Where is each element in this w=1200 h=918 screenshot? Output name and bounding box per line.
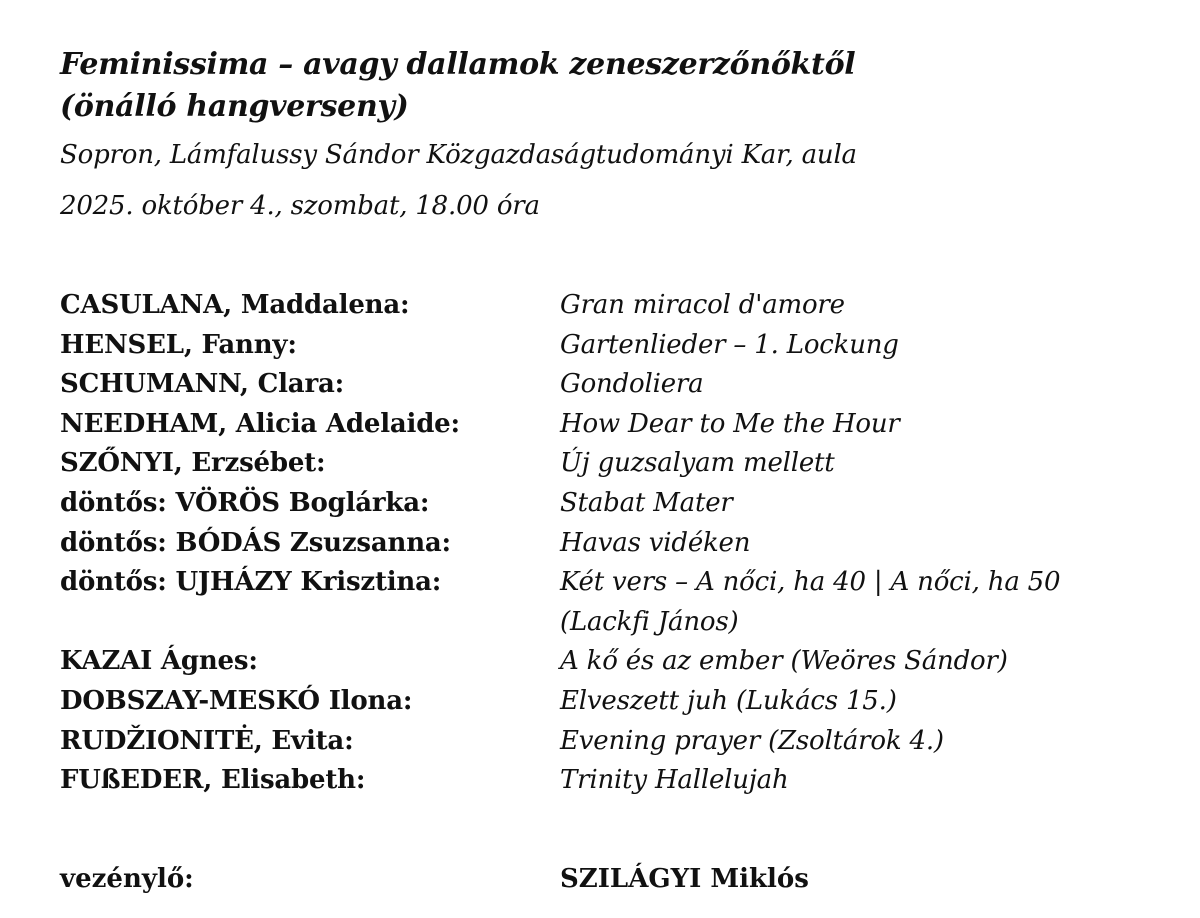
program-item [60, 682, 1160, 722]
work-title [560, 642, 1008, 682]
program-item [60, 722, 1160, 762]
concert-datetime: 2025. október 4., szombat, 18.00 óra [60, 191, 540, 221]
concert-venue: Sopron, Lámfalussy Sándor Közgazdaságtudományi Kar, aula [60, 140, 857, 170]
concert-title-line-1: Feminissima – avagy dallamok zeneszerzőnőktől [60, 47, 856, 82]
composer-name: FUßEDER, Elisabeth: [60, 765, 366, 796]
work-title-line: Gondoliera [560, 369, 704, 400]
work-title [560, 326, 899, 366]
program-item [60, 405, 1160, 445]
concert-title [60, 44, 855, 128]
work-title [560, 405, 900, 445]
work-title [560, 286, 845, 326]
composer-name: RUDŽIONITĖ, Evita: [60, 725, 354, 756]
composer-name: SCHUMANN, Clara: [60, 369, 344, 400]
composer-name: HENSEL, Fanny: [60, 329, 297, 360]
program-item [60, 326, 1160, 366]
work-title [560, 365, 703, 405]
program-item [60, 642, 1160, 682]
work-title-line: Gran miracol d'amore [560, 290, 845, 320]
composer-name: döntős: VÖRÖS Boglárka: [60, 487, 430, 518]
work-title [560, 563, 1060, 642]
program-item [60, 563, 1160, 642]
composer-name: NEEDHAM, Alicia Adelaide: [60, 408, 460, 439]
work-title-line: Két vers – A nőci, ha 40 | A nőci, ha 50 [560, 567, 1061, 598]
program-list [60, 286, 1160, 801]
work-title-line: Elveszett juh (Lukács 15.) [560, 685, 897, 716]
work-title-line-2: (Lackfi János) [560, 606, 739, 637]
work-title [560, 444, 835, 484]
composer-name: döntős: BÓDÁS Zsuzsanna: [60, 527, 451, 558]
program-item [60, 524, 1160, 564]
program-item [60, 365, 1160, 405]
program-item [60, 484, 1160, 524]
composer-name: KAZAI Ágnes: [60, 646, 258, 677]
work-title-line: Trinity Hallelujah [560, 765, 789, 796]
work-title-line: Gartenlieder – 1. Lockung [560, 329, 899, 360]
work-title-line: Evening prayer (Zsoltárok 4.) [560, 725, 944, 756]
work-title-line: Havas vidéken [560, 527, 751, 558]
conductor-name: SZILÁGYI Miklós [560, 864, 809, 894]
program-item [60, 444, 1160, 484]
conductor-label: vezénylő: [60, 864, 194, 894]
program-item [60, 286, 1160, 326]
work-title [560, 484, 733, 524]
work-title-line: Új guzsalyam mellett [560, 448, 835, 479]
work-title [560, 682, 897, 722]
work-title-line: How Dear to Me the Hour [560, 408, 900, 439]
work-title-line: A kő és az ember (Weöres Sándor) [560, 646, 1008, 677]
composer-name: SZŐNYI, Erzsébet: [60, 448, 326, 479]
concert-title-line-2: (önálló hangverseny) [60, 89, 409, 124]
conductor-row [60, 860, 1160, 900]
work-title-line: Stabat Mater [560, 487, 733, 518]
composer-name: DOBSZAY-MESKÓ Ilona: [60, 685, 413, 716]
work-title [560, 524, 750, 564]
program-item [60, 761, 1160, 801]
composer-name: döntős: UJHÁZY Krisztina: [60, 567, 442, 598]
work-title [560, 761, 789, 801]
work-title [560, 722, 944, 762]
composer-name: CASULANA, Maddalena: [60, 290, 410, 320]
